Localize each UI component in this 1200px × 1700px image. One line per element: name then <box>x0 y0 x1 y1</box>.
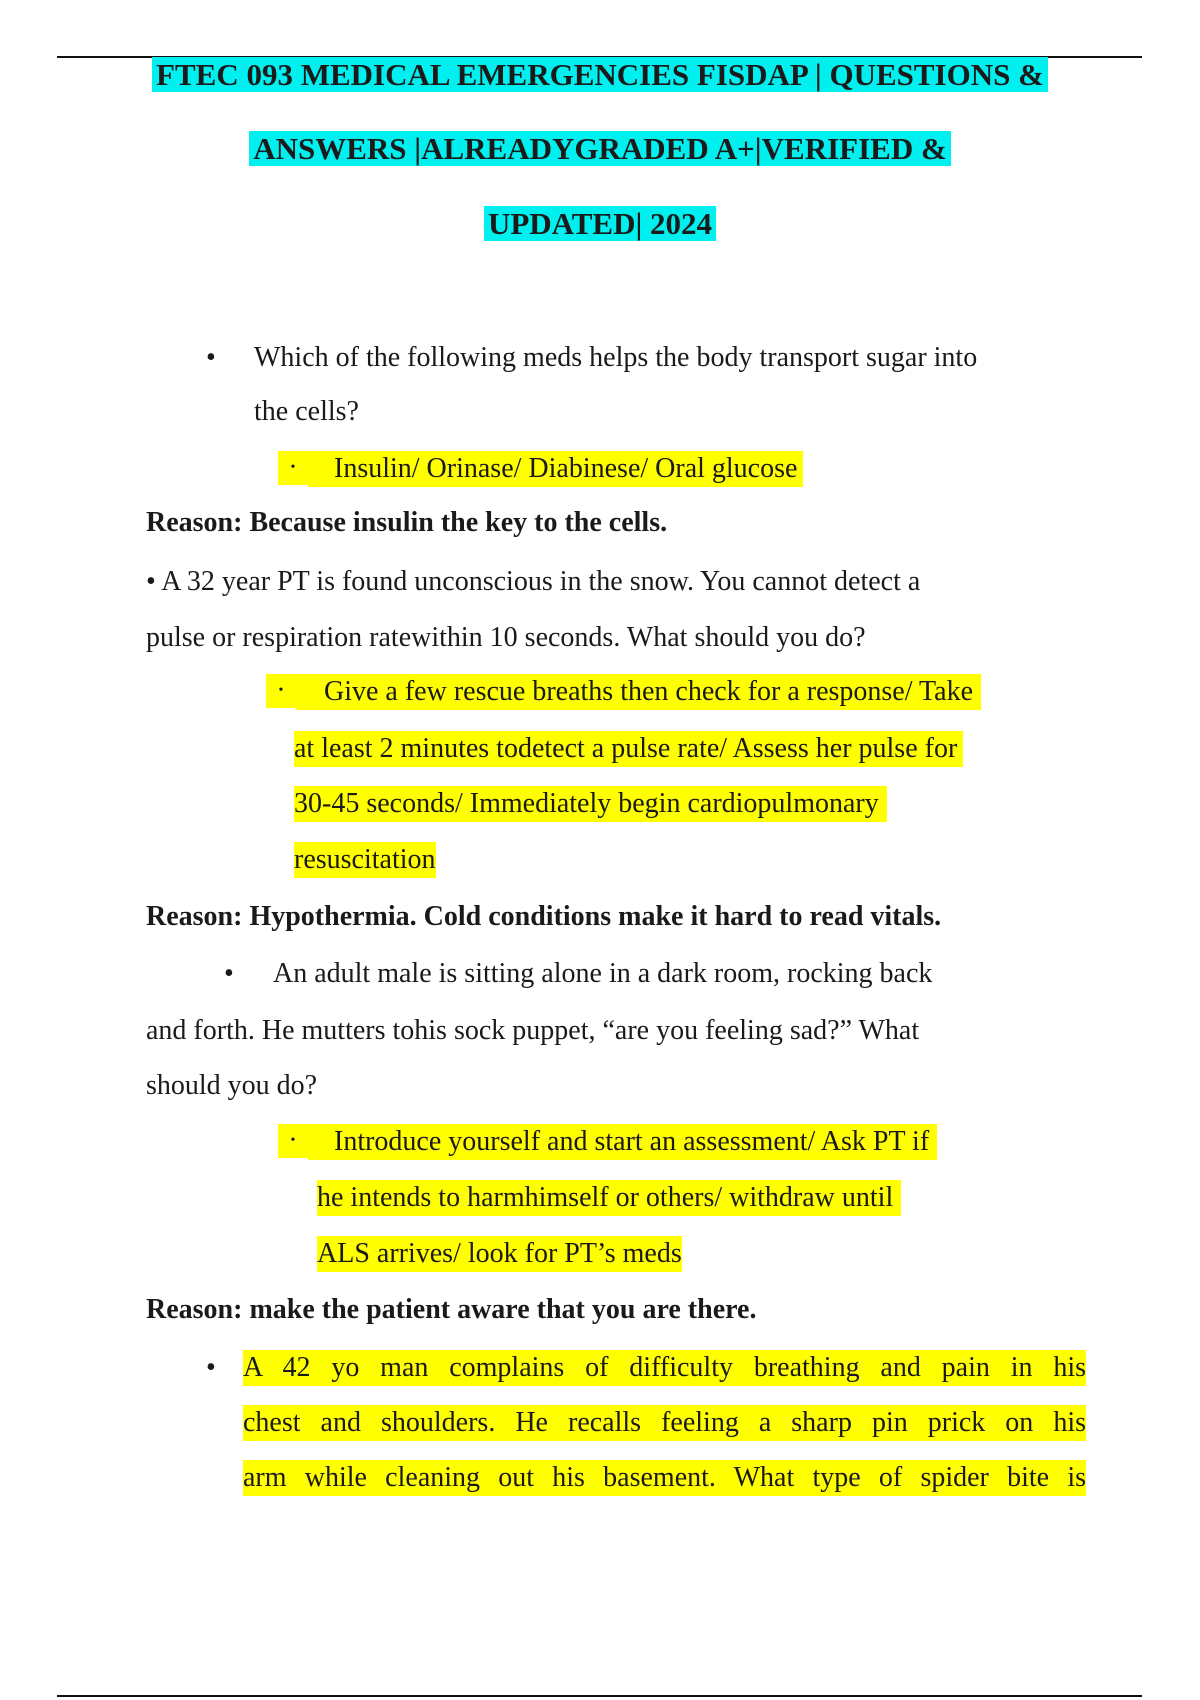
question-4-line-1: A 42 yo man complains of difficulty breathing and pain in his <box>243 1350 1086 1386</box>
answer-3-bullet: • <box>278 1124 308 1158</box>
answer-2-line-3: 30-45 seconds/ Immediately begin cardiopulmonary <box>294 786 887 822</box>
answer-2-line-1: Give a few rescue breaths then check for a response/ Take <box>296 674 981 710</box>
reason-1: Reason: Because insulin the key to the cells. <box>146 507 668 538</box>
reason-2: Reason: Hypothermia. Cold conditions make it hard to read vitals. <box>146 901 942 932</box>
question-4-bullet: • <box>206 1352 216 1383</box>
document-title-line-3: UPDATED| 2024 <box>0 205 1200 243</box>
document-title-line-1: FTEC 093 MEDICAL EMERGENCIES FISDAP | QUESTIONS & <box>0 56 1200 94</box>
answer-2-line-2: at least 2 minutes todetect a pulse rate/ Assess her pulse for <box>294 731 963 767</box>
answer-3-line-3: ALS arrives/ look for PT’s meds <box>317 1236 682 1272</box>
question-3-line-1: An adult male is sitting alone in a dark room, rocking back <box>273 958 933 989</box>
question-1-line-2: the cells? <box>254 396 359 427</box>
answer-3-line-1: Introduce yourself and start an assessment/ Ask PT if <box>308 1124 937 1160</box>
question-2-line-1: • A 32 year PT is found unconscious in the snow. You cannot detect a <box>146 566 921 597</box>
question-3-line-3: should you do? <box>146 1070 318 1101</box>
question-4-line-2: chest and shoulders. He recalls feeling a sharp pin prick on his <box>243 1405 1086 1441</box>
question-4-line-3: arm while cleaning out his basement. What type of spider bite is <box>243 1460 1086 1496</box>
reason-3: Reason: make the patient aware that you are there. <box>146 1294 757 1325</box>
answer-1-bullet: • <box>278 451 308 485</box>
bottom-rule <box>57 1695 1142 1697</box>
question-2-line-2: pulse or respiration ratewithin 10 seconds. What should you do? <box>146 622 866 653</box>
answer-3-line-2: he intends to harmhimself or others/ withdraw until <box>317 1180 901 1216</box>
question-3-line-2: and forth. He mutters tohis sock puppet, “are you feeling sad?” What <box>146 1015 920 1046</box>
answer-2-line-4: resuscitation <box>294 842 436 878</box>
answer-2-bullet: • <box>266 674 296 708</box>
document-title-line-2: ANSWERS |ALREADYGRADED A+|VERIFIED & <box>0 130 1200 168</box>
question-1-line-1: Which of the following meds helps the body transport sugar into <box>254 342 978 373</box>
answer-1-text: Insulin/ Orinase/ Diabinese/ Oral glucose <box>308 451 803 487</box>
question-1-bullet: • <box>206 342 216 373</box>
question-3-bullet: • <box>224 958 234 989</box>
